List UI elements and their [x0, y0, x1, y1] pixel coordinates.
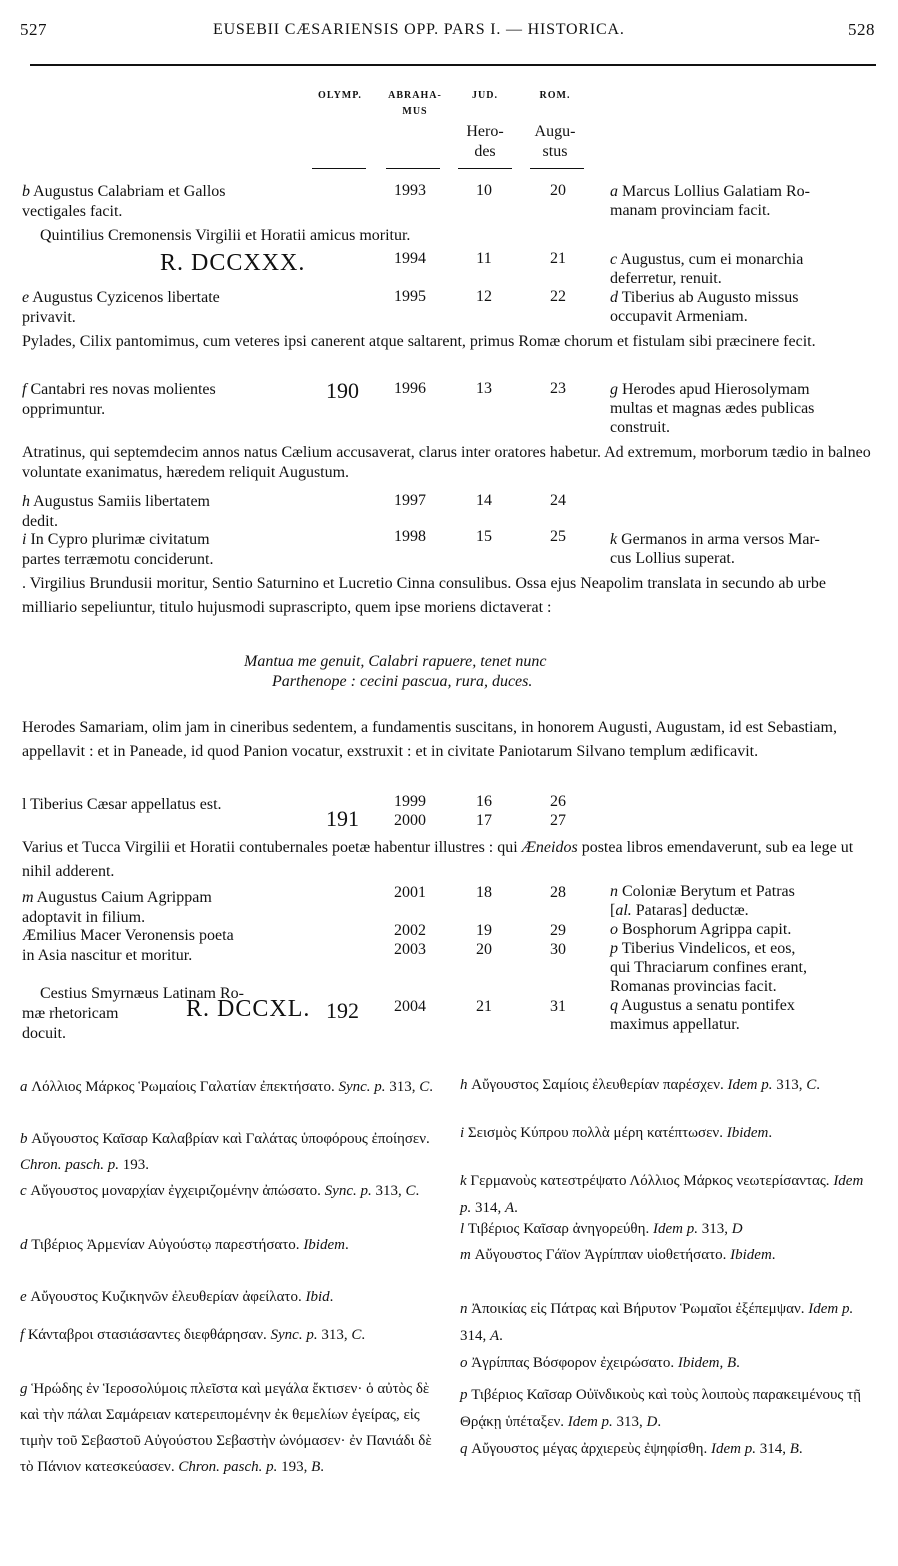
col-rule	[458, 168, 512, 169]
footnote: p Τιβέριος Καῖσαρ Οὐϊνδικοὺς καὶ τοὺς λοιποὺς παρακειμένους τῇ Θρᾴκῃ ὑπέταξεν. Idem p. 313, D.	[460, 1387, 861, 1430]
epitaph-verse: Parthenope : cecini pascua, rura, duces.	[272, 673, 533, 690]
abraham-year: 2004	[394, 998, 426, 1015]
herodes-year: 12	[476, 288, 492, 305]
abraham-year: 1998	[394, 528, 426, 545]
abraham-year: 1994	[394, 250, 426, 267]
augustus-year: 23	[550, 380, 566, 397]
entry-text: e Augustus Cyzicenos libertate privavit.	[22, 289, 220, 326]
olympiad-number: 192	[326, 998, 359, 1023]
entry-text: Atratinus, qui septemdecim annos natus Cælium accusaverat, clarus inter oratores habetur. Ad extremum, morborum tædio in balneo voluntate exanimatus, hæredem reliquit Augustum.	[22, 444, 871, 481]
herodes-year: 21	[476, 998, 492, 1015]
entry-text: b Augustus Calabriam et Gallos vectigales facit.	[22, 183, 226, 220]
col-olymp: OLYMP.	[318, 90, 362, 101]
augustus-year: 21	[550, 250, 566, 267]
footnote: h Αὔγουστος Σαμίοις ἐλευθερίαν παρέσχεν. Idem p. 313, C.	[460, 1077, 821, 1093]
footnote: l Τιβέριος Καῖσαρ ἀνηγορεύθη. Idem p. 313, D	[460, 1221, 743, 1237]
herodes-year: 18	[476, 884, 492, 901]
entry-text: Varius et Tucca Virgilii et Horatii contubernales poetæ habentur illustres : qui Æneidos postea libros emendaverunt, sub ea lege ut nihil adderent.	[22, 839, 854, 880]
footnote: i Σεισμὸς Κύπρου πολλὰ μέρη κατέπτωσεν. Ibidem.	[460, 1125, 773, 1141]
footnote: c Αὔγουστος μοναρχίαν ἐγχειριζομένην ἀπώσατο. Sync. p. 313, C.	[20, 1183, 420, 1199]
side-note: q Augustus a senatu pontifex maximus appellatur.	[610, 997, 795, 1033]
col-jud-sub: Hero- des	[466, 123, 504, 160]
augustus-year: 24	[550, 492, 566, 509]
abraham-year: 2001	[394, 884, 426, 901]
augustus-year: 26	[550, 793, 566, 810]
abraham-year: 1997	[394, 492, 426, 509]
herodes-year: 17	[476, 812, 492, 829]
entry-text: Herodes Samariam, olim jam in cineribus sedentem, a fundamentis suscitans, in honorem Augusti, Augustam, id est Sebastiam, appellavit : et in Paneade, id quod Panion vocatur, exstruxit : et in civitate Paniotarum Silvano templum ædificavit.	[22, 719, 837, 760]
entry-text: f Cantabri res novas molientes opprimuntur.	[22, 381, 216, 418]
augustus-year: 25	[550, 528, 566, 545]
entry-text: Quintilius Cremonensis Virgilii et Horatii amicus moritur.	[40, 227, 411, 244]
header-rule	[30, 64, 876, 66]
augustus-year: 27	[550, 812, 566, 829]
col-abraha-2: MUS	[402, 106, 428, 117]
footnote: q Αὔγουστος μέγας ἀρχιερεὺς ἐψηφίσθη. Idem p. 314, B.	[460, 1441, 803, 1457]
entry-text: . Virgilius Brundusii moritur, Sentio Saturnino et Lucretio Cinna consulibus. Ossa ejus Neapolim translata in secundo ab urbe milliario sepeliuntur, titulo hujusmodi suprascripto, quem ipse moriens dictaverat :	[22, 575, 826, 616]
side-note: o Bosphorum Agrippa capit.	[610, 921, 792, 938]
entry-text: h Augustus Samiis libertatem dedit.	[22, 493, 210, 530]
herodes-year: 20	[476, 941, 492, 958]
olympiad-number: 191	[326, 806, 359, 831]
side-note: c Augustus, cum ei monarchia deferretur, renuit.	[610, 251, 804, 287]
footnote: e Αὔγουστος Κυζικηνῶν ἐλευθερίαν ἀφείλατο. Ibid.	[20, 1289, 334, 1305]
entry-text: Pylades, Cilix pantomimus, cum veteres ipsi canerent atque saltarent, primus Romæ chorum et fistulam sibi præcinere fecit.	[22, 333, 816, 350]
col-rule	[530, 168, 584, 169]
footnote: f Κάνταβροι στασιάσαντες διεφθάρησαν. Sync. p. 313, C.	[20, 1327, 366, 1343]
col-abraha: ABRAHA-	[388, 90, 442, 101]
abraham-year: 2000	[394, 812, 426, 829]
augustus-year: 22	[550, 288, 566, 305]
footnote: g Ἡρώδης ἐν Ἱεροσολύμοις πλεῖστα καὶ μεγάλα ἔκτισεν· ὁ αὐτὸς δὲ καὶ τὴν πάλαι Σαμάρειαν κατερειπομένην ἐκ θεμελίων ἐγείρας, εἰς τιμὴν τοῦ Σεβαστοῦ Αὐγούστου Σεβαστὴν ὠνόμασεν· ἐν Πανιάδι δὲ τὸ Πάνιον κατεσκεύασεν. Chron. pasch. p. 193, B.	[20, 1381, 432, 1475]
side-note: d Tiberius ab Augusto missus occupavit Armeniam.	[610, 289, 799, 325]
footnote: m Αὔγουστος Γάϊον Ἀγρίππαν υἱοθετήσατο. Ibidem.	[460, 1247, 776, 1263]
roman-era: R. DCCXXX.	[160, 250, 306, 276]
entry-text: Cestius Smyrnæus Latinam Ro-	[40, 985, 244, 1002]
side-note: a Marcus Lollius Galatiam Ro- manam provinciam facit.	[610, 183, 810, 219]
side-note: g Herodes apud Hierosolymam multas et magnas ædes publicas construit.	[610, 381, 815, 436]
augustus-year: 20	[550, 182, 566, 199]
abraham-year: 1995	[394, 288, 426, 305]
augustus-year: 28	[550, 884, 566, 901]
footnote: b Αὔγουστος Καῖσαρ Καλαβρίαν καὶ Γαλάτας ὑποφόρους ἐποίησεν. Chron. pasch. p. 193.	[20, 1131, 430, 1173]
footnote: k Γερμανοὺς κατεστρέψατο Λόλλιος Μάρκος νεωτερίσαντας. Idem p. 314, A.	[460, 1173, 864, 1216]
abraham-year: 1999	[394, 793, 426, 810]
running-title: EUSEBII CÆSARIENSIS OPP. PARS I. — HISTORICA.	[213, 21, 625, 38]
abraham-year: 1993	[394, 182, 426, 199]
entry-text: mæ rhetoricam docuit.	[22, 1005, 119, 1042]
roman-era: R. DCCXL.	[186, 996, 311, 1022]
page-number-right: 528	[848, 20, 875, 39]
side-note: p Tiberius Vindelicos, et eos, qui Thraciarum confines erant, Romanas provincias facit.	[610, 940, 807, 995]
herodes-year: 19	[476, 922, 492, 939]
epitaph-verse: Mantua me genuit, Calabri rapuere, tenet nunc	[244, 653, 547, 670]
augustus-year: 31	[550, 998, 566, 1015]
page-number-left: 527	[20, 20, 47, 39]
col-rule	[312, 168, 366, 169]
augustus-year: 29	[550, 922, 566, 939]
entry-text: m Augustus Caium Agrippam adoptavit in filium.	[22, 889, 212, 926]
olympiad-number: 190	[326, 378, 359, 403]
augustus-year: 30	[550, 941, 566, 958]
side-note: n Coloniæ Berytum et Patras [al. Pataras] deductæ.	[610, 883, 795, 919]
footnote: n Ἀποικίας εἰς Πάτρας καὶ Βήρυτον Ῥωμαῖοι ἐξέπεμψαν. Idem p. 314, A.	[460, 1301, 854, 1344]
entry-text: l Tiberius Cæsar appellatus est.	[22, 796, 222, 813]
abraham-year: 2003	[394, 941, 426, 958]
herodes-year: 13	[476, 380, 492, 397]
herodes-year: 10	[476, 182, 492, 199]
col-rule	[386, 168, 440, 169]
herodes-year: 15	[476, 528, 492, 545]
col-rom: ROM.	[539, 90, 571, 101]
footnote: d Τιβέριος Ἀρμενίαν Αὐγούστῳ παρεστήσατο. Ibidem.	[20, 1237, 349, 1253]
herodes-year: 11	[476, 250, 492, 267]
abraham-year: 1996	[394, 380, 426, 397]
herodes-year: 16	[476, 793, 492, 810]
footnote: a Λόλλιος Μάρκος Ῥωμαίοις Γαλατίαν ἐπεκτήσατο. Sync. p. 313, C.	[20, 1079, 434, 1095]
abraham-year: 2002	[394, 922, 426, 939]
entry-text: Æmilius Macer Veronensis poeta in Asia nascitur et moritur.	[22, 927, 234, 964]
herodes-year: 14	[476, 492, 492, 509]
footnote: o Ἀγρίππας Βόσφορον ἐχειρώσατο. Ibidem, B.	[460, 1355, 740, 1371]
side-note: k Germanos in arma versos Mar- cus Lollius superat.	[610, 531, 820, 567]
col-jud: JUD.	[472, 90, 498, 101]
entry-text: i In Cypro plurimæ civitatum partes terræmotu conciderunt.	[22, 531, 214, 568]
col-rom-sub: Augu- stus	[534, 123, 576, 160]
